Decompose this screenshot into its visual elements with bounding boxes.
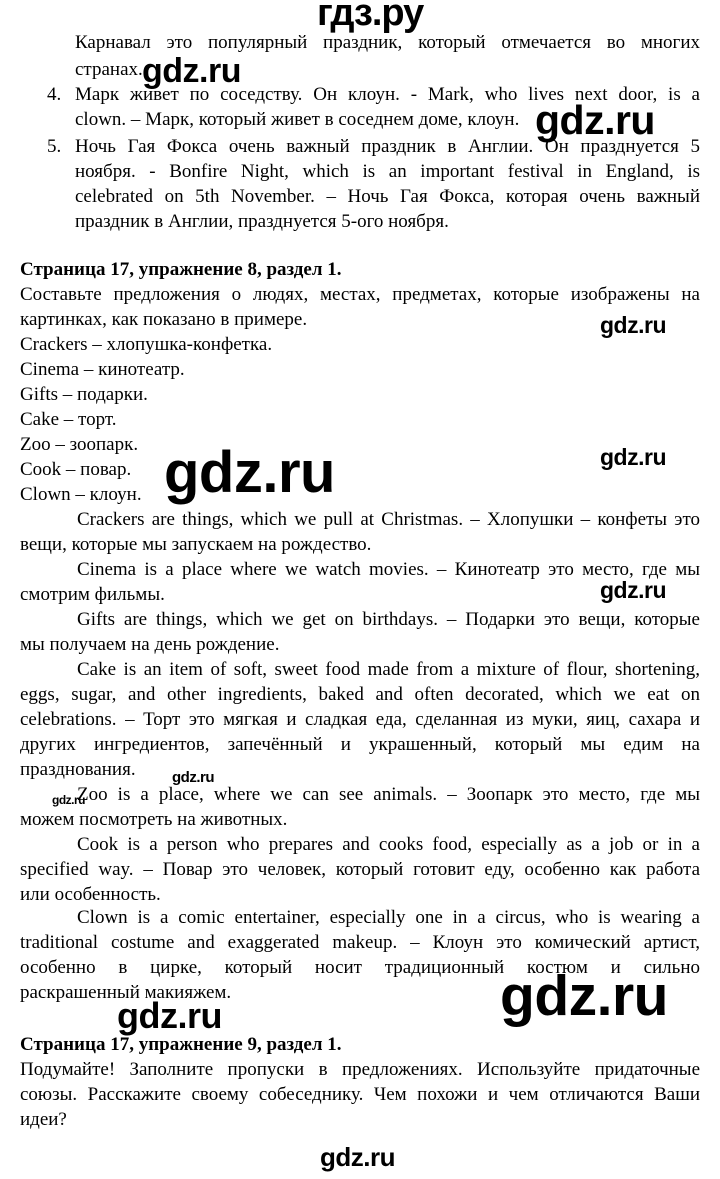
gdz-watermark: gdz.ru	[142, 52, 241, 90]
text-line: celebrations. – Торт это мягкая и сладкая еда, сделанная из муки, яиц, сахара и	[20, 709, 700, 730]
gdz-watermark: gdz.ru	[600, 577, 666, 603]
text-line: картинках, как показано в примере.	[20, 309, 308, 330]
gdz-watermark: gdz.ru	[600, 312, 666, 338]
text-line: Crackers are things, which we pull at Christmas. – Хлопушки – конфеты это	[77, 509, 700, 530]
text-line: особенно в цирке, который носит традиционный костюм и сильно	[20, 957, 700, 978]
section-heading: Страница 17, упражнение 9, раздел 1.	[20, 1034, 342, 1055]
site-logo: гдз.ру	[317, 0, 424, 34]
text-line: раскрашенный макияжем.	[20, 982, 232, 1003]
text-line: странах.	[75, 59, 143, 80]
gdz-watermark: gdz.ru	[600, 444, 666, 470]
text-line: вещи, которые мы запускаем на рождество.	[20, 534, 372, 555]
text-line: Zoo is a place, where we can see animals. – Зоопарк это место, где мы	[77, 784, 700, 805]
text-line: Cook – повар.	[20, 459, 132, 480]
gdz-watermark: gdz.ru	[52, 793, 85, 807]
gdz-watermark: gdz.ru	[535, 97, 655, 143]
text-line: мы получаем на день рождение.	[20, 634, 280, 655]
text-line: Cook is a person who prepares and cooks food, especially as a job or in a	[77, 834, 700, 855]
gdz-watermark: gdz.ru	[500, 964, 668, 1028]
text-line: eggs, sugar, and other ingredients, baked and often decorated, which we eat on	[20, 684, 700, 705]
text-line: Gifts – подарки.	[20, 384, 148, 405]
text-line: Составьте предложения о людях, местах, предметах, которые изображены на	[20, 284, 700, 305]
text-line: Cake is an item of soft, sweet food made from a mixture of flour, shortening,	[77, 659, 700, 680]
section-heading: Страница 17, упражнение 8, раздел 1.	[20, 259, 342, 280]
text-line: Ночь Гая Фокса очень важный праздник в Англии. Он празднуется 5	[75, 136, 700, 157]
gdz-watermark: gdz.ru	[172, 769, 214, 786]
text-line: Подумайте! Заполните пропуски в предложениях. Используйте придаточные	[20, 1059, 700, 1080]
text-line: других ингредиентов, запечённый и украшенный, который мы едим на	[20, 734, 700, 755]
text-line: празднования.	[20, 759, 136, 780]
text-line: ноября. - Bonfire Night, which is an important festival in England, is	[75, 161, 700, 182]
text-line: Clown – клоун.	[20, 484, 142, 505]
gdz-watermark: gdz.ru	[164, 440, 335, 505]
list-number: 5.	[47, 136, 62, 157]
text-line: specified way. – Повар это человек, который готовит еду, особенно как работа	[20, 859, 700, 880]
text-line: смотрим фильмы.	[20, 584, 165, 605]
text-line: Cake – торт.	[20, 409, 117, 430]
text-line: Cinema – кинотеатр.	[20, 359, 185, 380]
text-line: Карнавал это популярный праздник, который отмечается во многих	[75, 32, 700, 53]
text-line: Gifts are things, which we get on birthdays. – Подарки это вещи, которые	[77, 609, 700, 630]
text-line: traditional costume and exaggerated makeup. – Клоун это комический артист,	[20, 932, 700, 953]
text-line: Clown is a comic entertainer, especially one in a circus, who is wearing a	[77, 907, 700, 928]
text-line: clown. – Марк, который живет в соседнем доме, клоун.	[75, 109, 520, 130]
text-line: праздник в Англии, празднуется 5-ого ноября.	[75, 211, 449, 232]
text-line: Crackers – хлопушка-конфетка.	[20, 334, 273, 355]
text-line: Марк живет по соседству. Он клоун. - Mark, who lives next door, is a	[75, 84, 700, 105]
text-line: Zoo – зоопарк.	[20, 434, 139, 455]
list-number: 4.	[47, 84, 62, 105]
text-line: Cinema is a place where we watch movies. – Кинотеатр это место, где мы	[77, 559, 700, 580]
gdz-watermark: gdz.ru	[320, 1142, 395, 1172]
text-line: можем посмотреть на животных.	[20, 809, 288, 830]
text-line: союзы. Расскажите своему собеседнику. Чем похожи и чем отличаются Ваши	[20, 1084, 700, 1105]
text-line: или особенность.	[20, 884, 161, 905]
text-line: celebrated on 5th November. – Ночь Гая Фокса, которая очень важный	[75, 186, 700, 207]
text-line: идеи?	[20, 1109, 67, 1130]
gdz-watermark: gdz.ru	[117, 995, 222, 1036]
